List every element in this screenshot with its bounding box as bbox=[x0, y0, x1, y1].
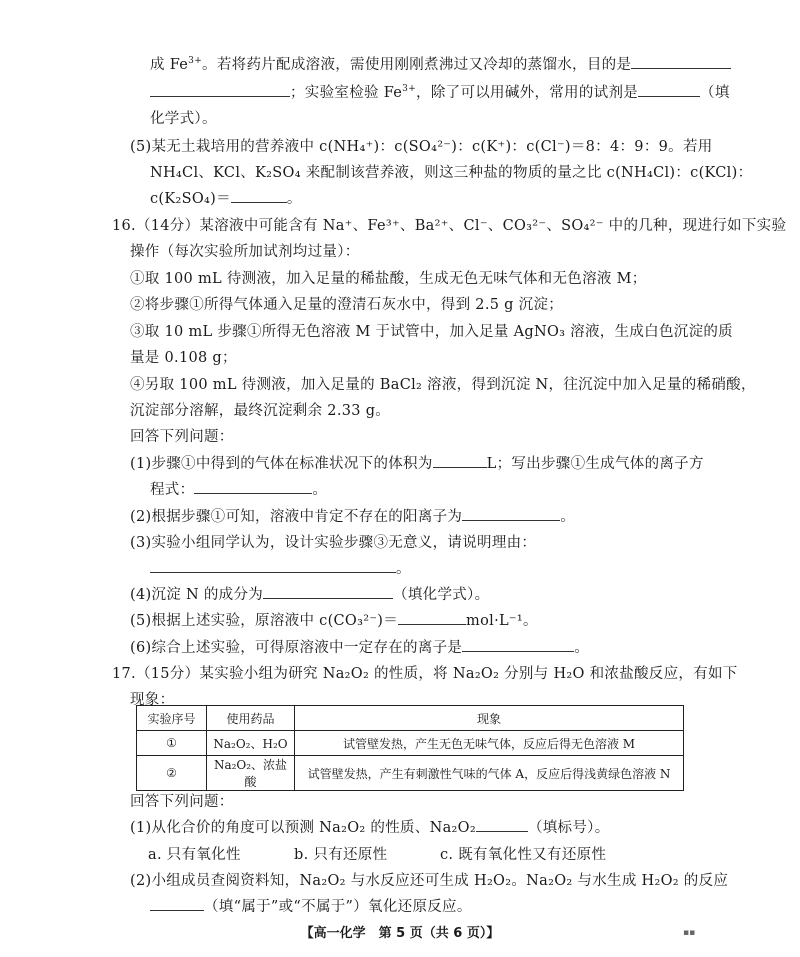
answer-blank[interactable] bbox=[150, 896, 204, 911]
answer-blank[interactable] bbox=[476, 817, 528, 832]
table-cell: ① bbox=[137, 731, 207, 756]
q17-part-2-cont: （填“属于”或“不属于”）氧化还原反应。 bbox=[150, 895, 472, 916]
q16-part-1-cont: 程式： 。 bbox=[150, 478, 327, 499]
q16-part-2: (2)根据步骤①可知，溶液中肯定不存在的阳离子为 。 bbox=[130, 505, 575, 526]
table-header-cell: 现象 bbox=[295, 706, 684, 731]
table-cell: 试管壁发热，产生有刺激性气味的气体 A，反应后得浅黄绿色溶液 N bbox=[295, 756, 684, 791]
answer-blank[interactable] bbox=[433, 453, 487, 468]
answer-blank[interactable] bbox=[194, 479, 312, 494]
table-cell: Na₂O₂、H₂O bbox=[207, 731, 295, 756]
q16-part-3-blank: 。 bbox=[150, 557, 411, 578]
q16-part-4: (4)沉淀 N 的成分为 （填化学式）。 bbox=[130, 583, 489, 604]
q16-line-2: 操作（每次实验所加试剂均过量）： bbox=[130, 244, 360, 260]
q16-step-3b: 量是 0.108 g； bbox=[130, 350, 237, 366]
table-row bbox=[137, 756, 684, 791]
q14-line-2: ；实验室检验 $Fe^{3+}$，除了可以用碱外，常用的试剂是 （填 bbox=[150, 81, 730, 102]
scan-mark: ▪▪ bbox=[683, 928, 696, 938]
q16-step-1: ①取 100 mL 待测液，加入足量的稀盐酸，生成无色无味气体和无色溶液 M； bbox=[130, 271, 647, 287]
q14-part5-line-2: NH₄Cl、KCl、K₂SO₄ 来配制该营养液，则这三种盐的物质的量之比 c(NH₄Cl)：c(KCl)： bbox=[150, 165, 753, 181]
q16-part-3: (3)实验小组同学认为，设计实验步骤③无意义，请说明理由： bbox=[130, 535, 537, 551]
q16-step-3a: ③取 10 mL 步骤①所得无色溶液 M 于试管中，加入足量 AgNO₃ 溶液，生成白色沉淀的质 bbox=[130, 324, 733, 340]
answer-blank[interactable] bbox=[150, 558, 396, 573]
q16-step-2: ②将步骤①所得气体通入足量的澄清石灰水中，得到 2.5 g 沉淀； bbox=[130, 297, 564, 313]
answer-blank[interactable] bbox=[462, 637, 574, 652]
q17-option-b: b. 只有还原性 bbox=[294, 847, 388, 863]
q17-option-c: c. 既有氧化性又有还原性 bbox=[440, 847, 607, 863]
q17-part-1: (1)从化合价的角度可以预测 Na₂O₂ 的性质、Na₂O₂ （填标号）。 bbox=[130, 816, 610, 837]
q16-step-4a: ④另取 100 mL 待测液，加入足量的 BaCl₂ 溶液，得到沉淀 N，往沉淀中加入足量的稀硝酸， bbox=[130, 377, 756, 393]
q14-part5-line-1: (5)某无土栽培用的营养液中 c(NH₄⁺)：c(SO₄²⁻)：c(K⁺)：c(Cl⁻)＝8：4：9：9。若用 bbox=[130, 139, 713, 155]
q16-part-5: (5)根据上述实验，原溶液中 c(CO₃²⁻)＝ mol·L⁻¹。 bbox=[130, 609, 538, 630]
q16-part-1: (1)步骤①中得到的气体在标准状况下的体积为 L；写出步骤①生成气体的离子方 bbox=[130, 452, 704, 473]
experiment-table bbox=[136, 705, 684, 791]
table-header-cell: 使用药品 bbox=[207, 706, 295, 731]
table-cell: 试管壁发热，产生无色无味气体，反应后得无色溶液 M bbox=[295, 731, 684, 756]
answer-blank[interactable] bbox=[231, 188, 287, 203]
table-cell: ② bbox=[137, 756, 207, 791]
table-header-row bbox=[137, 706, 684, 731]
answer-blank[interactable] bbox=[638, 82, 700, 97]
q16-step-4b: 沉淀部分溶解，最终沉淀剩余 2.33 g。 bbox=[130, 403, 391, 419]
table-header-cell: 实验序号 bbox=[137, 706, 207, 731]
q14-part5-line-3: c(K₂SO₄)＝ 。 bbox=[150, 187, 302, 208]
answer-blank[interactable] bbox=[462, 506, 560, 521]
q17-line-2: 现象： bbox=[130, 692, 175, 708]
answer-blank[interactable] bbox=[398, 610, 466, 625]
answer-blank[interactable] bbox=[631, 54, 731, 69]
table-cell: Na₂O₂、浓盐酸 bbox=[207, 756, 295, 791]
q14-line-1: 成 $Fe^{3+}$。若将药片配成溶液，需使用刚刚煮沸过又冷却的蒸馏水，目的是 bbox=[150, 53, 731, 74]
page-footer: 【高一化学 第 5 页（共 6 页）】 bbox=[300, 926, 500, 941]
table-row bbox=[137, 731, 684, 756]
q16-answer-intro: 回答下列问题： bbox=[130, 429, 234, 445]
q16-line-1: 16.（14分）某溶液中可能含有 Na⁺、Fe³⁺、Ba²⁺、Cl⁻、CO₃²⁻、SO₄²⁻ 中的几种，现进行如下实验 bbox=[112, 218, 787, 234]
q16-part-6: (6)综合上述实验，可得原溶液中一定存在的离子是 。 bbox=[130, 636, 589, 657]
q17-part-2: (2)小组成员查阅资料知，Na₂O₂ 与水反应还可生成 H₂O₂。Na₂O₂ 与水生成 H₂O₂ 的反应 bbox=[130, 873, 729, 889]
q17-option-a: a. 只有氧化性 bbox=[148, 847, 241, 863]
answer-blank[interactable] bbox=[263, 584, 393, 599]
q17-answer-intro: 回答下列问题： bbox=[130, 794, 234, 810]
q14-line-3: 化学式）。 bbox=[150, 111, 217, 127]
q17-line-1: 17.（15分）某实验小组为研究 Na₂O₂ 的性质，将 Na₂O₂ 分别与 H₂O 和浓盐酸反应，有如下 bbox=[112, 666, 738, 682]
answer-blank[interactable] bbox=[150, 82, 290, 97]
